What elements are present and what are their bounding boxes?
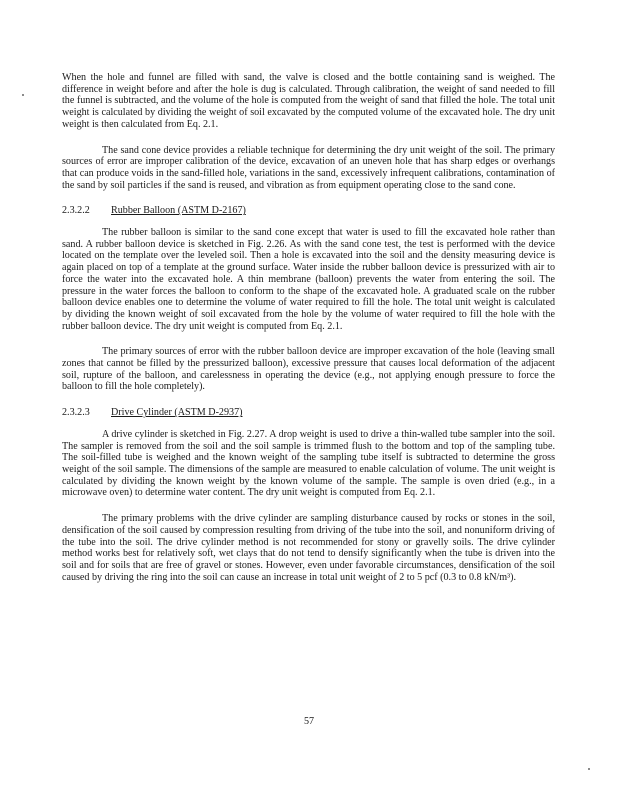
scan-speck [22,94,24,96]
scan-speck [588,768,590,770]
section-heading-rubber-balloon [62,205,555,217]
section-number: 2.3.2.3 [62,407,90,419]
section-number: 2.3.2.2 [62,205,90,217]
paragraph-drive-cylinder-problems: The primary problems with the drive cylinder are sampling disturbance caused by rocks or stones in the soil, densification of the soil caused by compression resulting from driving of the tube into the soil, and nonuniform driving of the tube into the soil. The drive cylinder method is not recommended for stony or gravelly soils. The drive cylinder method works best for relatively soft, wet clays that do not tend to densify significantly when the tube is driven into the soil and for soils that are free of gravel or stones. However, even under favorable circumstances, densification of the soil caused by driving the ring into the soil can cause an increase in total unit weight of 2 to 5 pcf (0.3 to 0.8 kN/m³). [62,513,555,583]
paragraph-rubber-balloon-procedure: The rubber balloon is similar to the sand cone except that water is used to fill the excavated hole rather than sand. A rubber balloon device is sketched in Fig. 2.26. As with the sand cone test, the test is performed with the device located on the template over the leveled soil. Then a hole is excavated into the soil and the density measuring device is again placed on top of a template at the ground surface. Water inside the rubber balloon device is pressurized with air to force the water into the excavated hole. A thin membrane (balloon) prevents the water from entering the soil. The pressure in the water forces the balloon to conform to the shape of the excavated hole. A graduated scale on the rubber balloon device enables one to determine the volume of water required to fill the hole. The total unit weight is calculated by dividing the known weight of soil excavated from the hole by the volume of water required to fill the hole with the rubber balloon device. The dry unit weight is computed from Eq. 2.1. [62,227,555,332]
section-title: Rubber Balloon (ASTM D-2167) [111,205,246,217]
paragraph-drive-cylinder-procedure: A drive cylinder is sketched in Fig. 2.27. A drop weight is used to drive a thin-walled tube sampler into the soil. The sampler is removed from the soil and the soil sample is trimmed flush to the bottom and top of the sampling tube. The soil-filled tube is weighed and the known weight of the sampling tube itself is subtracted to determine the gross weight of the soil sample. The dimensions of the sample are measured to enable calculation of volume. The unit weight is calculated by dividing the known weight by the known volume of the sample. The sample is oven dried (e.g., in a microwave oven) to determine water content. The dry unit weight is computed from Eq. 2.1. [62,428,555,499]
page-number: 57 [303,716,315,727]
paragraph-rubber-balloon-errors: The primary sources of error with the rubber balloon device are improper excavation of the hole (leaving small zones that cannot be filled by the pressurized balloon), excessive pressure that causes local deformation of the adjacent soil, rupture of the balloon, and carelessness in operating the device (e.g., not applying enough pressure to force the balloon to fill the hole completely). [62,346,555,393]
section-heading-drive-cylinder [62,407,555,419]
paragraph-sand-cone-errors: The sand cone device provides a reliable technique for determining the dry unit weight of the soil. The primary sources of error are improper calibration of the device, excavation of an uneven hole that has sharp edges or overhangs that can produce voids in the sand-filled hole, variations in the sand, excessively infrequent calibrations, contamination of the sand by soil particles if the sand is reused, and vibration as from equipment operating close to the sand cone. [62,144,555,191]
document-page [62,72,555,583]
paragraph-sand-cone-procedure: When the hole and funnel are filled with sand, the valve is closed and the bottle containing sand is weighed. The difference in weight before and after the hole is dug is calculated. Through calibration, the weight of sand needed to fill the funnel is subtracted, and the volume of the hole is computed from the weight of sand that filled the hole. The total unit weight is calculated by dividing the weight of soil excavated by the computed volume of the excavated hole. The dry unit weight is then calculated from Eq. 2.1. [62,72,555,130]
section-title: Drive Cylinder (ASTM D-2937) [111,407,243,419]
